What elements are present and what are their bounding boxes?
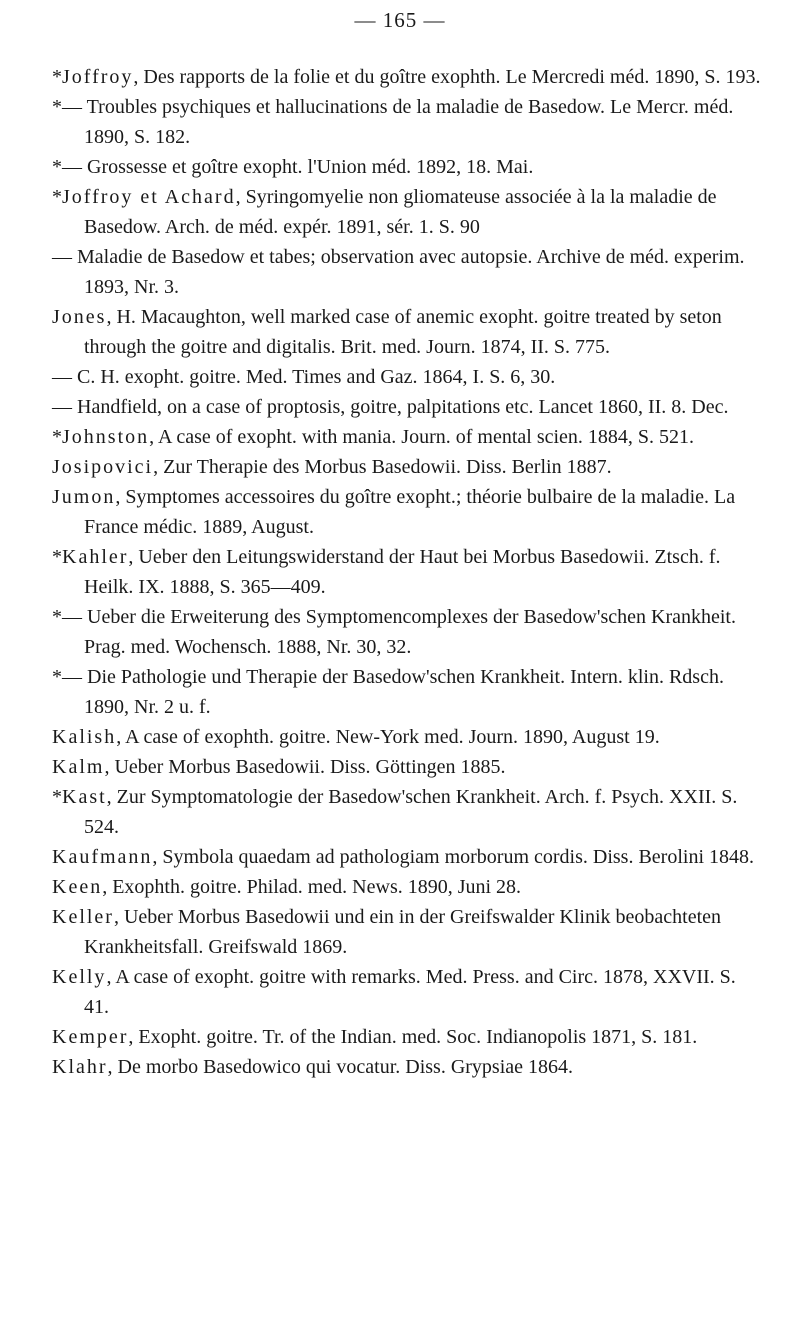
bibliography-entry (52, 1052, 764, 1082)
entry-text: , Exopht. goitre. Tr. of the Indian. med. Soc. Indianopolis 1871, S. 181. (128, 1026, 698, 1048)
entry-text: , De morbo Basedowico qui vocatur. Diss. Grypsiae 1864. (107, 1056, 574, 1078)
entry-author: Kelly (52, 966, 107, 988)
entry-author: Kalish (52, 726, 117, 748)
entry-author: Kahler (62, 546, 129, 568)
entry-prefix: — (52, 366, 77, 388)
entry-author: Joffroy (62, 66, 134, 88)
entry-text: , Exophth. goitre. Philad. med. News. 1890, Juni 28. (102, 876, 522, 898)
bibliography-entry (52, 152, 764, 182)
entry-text: Grossesse et goître exopht. l'Union méd. 1892, 18. Mai. (87, 156, 534, 178)
entry-text: , A case of exopht. goitre with remarks. Med. Press. and Circ. 1878, XXVII. S. 41. (84, 966, 736, 1018)
bibliography-entry (52, 422, 764, 452)
entry-author: Kast (62, 786, 107, 808)
bibliography-entry (52, 1022, 764, 1052)
entry-text: Handfield, on a case of proptosis, goitre, palpitations etc. Lancet 1860, II. 8. Dec. (77, 396, 729, 418)
entry-author: Jumon (52, 486, 116, 508)
entry-text: , Des rapports de la folie et du goître exophth. Le Mercredi méd. 1890, S. 193. (133, 66, 761, 88)
entry-prefix: *— (52, 666, 87, 688)
entry-author: Kalm (52, 756, 105, 778)
entry-author: Johnston (62, 426, 150, 448)
entry-text: , A case of exophth. goitre. New-York med. Journ. 1890, August 19. (116, 726, 660, 748)
entry-prefix: * (52, 426, 62, 448)
entry-text: Die Pathologie und Therapie der Basedow'schen Krankheit. Intern. klin. Rdsch. 1890, Nr. 2 u. f. (84, 666, 724, 718)
bibliography-entry (52, 722, 764, 752)
entry-text: , Ueber den Leitungswiderstand der Haut bei Morbus Basedowii. Ztsch. f. Heilk. IX. 1888, S. 365—409. (84, 546, 721, 598)
bibliography-entry (52, 62, 764, 92)
entry-text: Troubles psychiques et hallucinations de la maladie de Basedow. Le Mercr. méd. 1890, S. 182. (84, 96, 734, 148)
entry-text: C. H. exopht. goitre. Med. Times and Gaz. 1864, I. S. 6, 30. (77, 366, 556, 388)
bibliography-entry (52, 602, 764, 662)
bibliography-entry (52, 782, 764, 842)
entry-prefix: * (52, 546, 62, 568)
entry-author: Jones (52, 306, 107, 328)
entry-text: , Symptomes accessoires du goître exopht.; théorie bulbaire de la maladie. La France médic. 1889, August. (84, 486, 736, 538)
bibliography-entry (52, 302, 764, 362)
entry-author: Kemper (52, 1026, 129, 1048)
entry-prefix: *— (52, 96, 87, 118)
bibliography-entry (52, 452, 764, 482)
entry-text: Maladie de Basedow et tabes; observation avec autopsie. Archive de méd. experim. 1893, Nr. 3. (77, 246, 745, 298)
entry-text: , A case of exopht. with mania. Journ. of mental scien. 1884, S. 521. (149, 426, 695, 448)
entry-text: , H. Macaughton, well marked case of anemic exopht. goitre treated by seton through the goitre and digitalis. Brit. med. Journ. 1874, II. S. 775. (84, 306, 722, 358)
bibliography-entry (52, 542, 764, 602)
entry-prefix: *— (52, 156, 87, 178)
bibliography-entry (52, 92, 764, 152)
entry-text: , Ueber Morbus Basedowii. Diss. Göttingen 1885. (104, 756, 506, 778)
bibliography-entry (52, 362, 764, 392)
entry-text: Ueber die Erweiterung des Symptomencomplexes der Basedow'schen Krankheit. Prag. med. Wochensch. 1888, Nr. 30, 32. (84, 606, 736, 658)
page-number: — 165 — (354, 8, 446, 32)
entry-prefix: — (52, 396, 77, 418)
bibliography-entry (52, 242, 764, 302)
bibliography-entry (52, 392, 764, 422)
entry-text: , Zur Therapie des Morbus Basedowii. Diss. Berlin 1887. (153, 456, 612, 478)
bibliography-entry (52, 902, 764, 962)
bibliography-entry (52, 872, 764, 902)
bibliography-entry (52, 842, 764, 872)
entry-text: , Ueber Morbus Basedowii und ein in der Greifswalder Klinik beobachteten Krankheitsfall. Greifswald 1869. (84, 906, 722, 958)
entry-text: , Symbola quaedam ad pathologiam morborum cordis. Diss. Berolini 1848. (152, 846, 755, 868)
entry-author: Keen (52, 876, 103, 898)
entry-text: , Syringomyelie non gliomateuse associée à la la maladie de Basedow. Arch. de méd. expér. 1891, sér. 1. S. 90 (84, 186, 717, 238)
bibliography-entry (52, 482, 764, 542)
entry-prefix: *— (52, 606, 87, 628)
entry-author: Joffroy et Achard (62, 186, 236, 208)
entry-author: Keller (52, 906, 114, 928)
entry-author: Josipovici (52, 456, 154, 478)
entry-text: , Zur Symptomatologie der Basedow'schen Krankheit. Arch. f. Psych. XXII. S. 524. (84, 786, 738, 838)
bibliography-entry (52, 662, 764, 722)
entry-author: Kaufmann (52, 846, 153, 868)
entry-prefix: * (52, 786, 62, 808)
bibliography-entry (52, 182, 764, 242)
entry-author: Klahr (52, 1056, 108, 1078)
entry-prefix: * (52, 186, 62, 208)
bibliography-list (52, 62, 764, 1082)
entry-prefix: * (52, 66, 62, 88)
bibliography-entry (52, 752, 764, 782)
bibliography-entry (52, 962, 764, 1022)
entry-prefix: — (52, 246, 77, 268)
